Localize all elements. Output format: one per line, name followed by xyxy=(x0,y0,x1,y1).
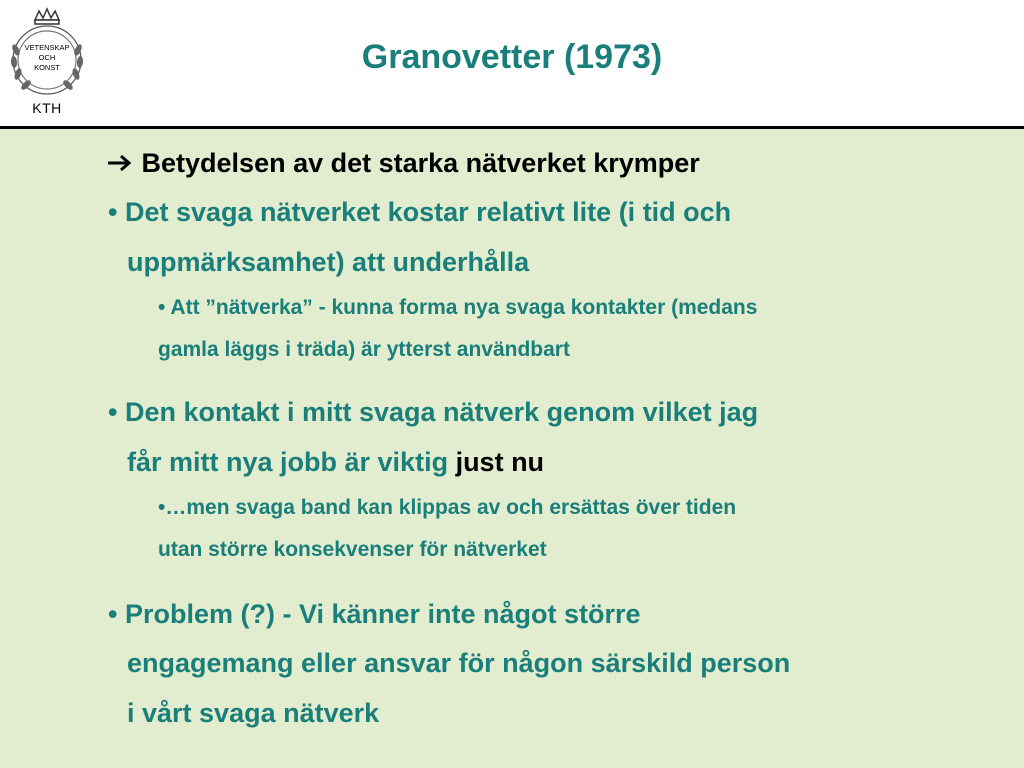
bullet-point-1-line-2: uppmärksamhet) att underhålla xyxy=(127,247,530,277)
sub-bullet-2-line-1 xyxy=(158,496,736,520)
bullet-icon: • xyxy=(108,599,118,629)
bullet-point-3-line-3: i vårt svaga nätverk xyxy=(127,698,380,728)
bullet-point-1-line-1 xyxy=(108,197,731,228)
right-arrow-icon xyxy=(106,148,142,178)
bullet-point-3-line-1 xyxy=(108,599,641,630)
bullet-point-1-text-1: Det svaga nätverket kostar relativt lite (i tid och xyxy=(124,197,732,227)
bullet-point-2-line-2 xyxy=(127,447,544,478)
slide-title: Granovetter (1973) xyxy=(361,38,663,76)
logo-wordmark: KTH xyxy=(32,100,62,116)
bullet-icon: • xyxy=(108,197,118,227)
emphasis-just-nu: just nu xyxy=(455,447,545,477)
sub-bullet-1-line-1 xyxy=(158,296,757,320)
sub-bullet-1-text-1: Att ”nätverka” - kunna forma nya svaga kontakter (medans xyxy=(170,296,758,319)
bullet-point-2-text-1: Den kontakt i mitt svaga nätverk genom vilket jag xyxy=(124,397,759,427)
bullet-point-3-text-1: Problem (?) - Vi känner inte något större xyxy=(124,599,641,629)
logo-text-line-2: OCH xyxy=(38,53,56,62)
sub-bullet-icon: • xyxy=(158,496,166,519)
logo-text-line-1: VETENSKAP xyxy=(24,43,70,52)
bullet-point-2-text-2: får mitt nya jobb är viktig xyxy=(127,447,456,477)
bullet-point-3-line-2: engagemang eller ansvar för någon särskild person xyxy=(127,648,791,678)
arrow-heading-text: Betydelsen av det starka nätverket krymper xyxy=(141,148,700,178)
arrow-heading xyxy=(106,148,700,179)
logo-text-line-3: KONST xyxy=(34,63,60,72)
slide-header xyxy=(0,0,1024,126)
bullet-icon: • xyxy=(108,397,118,427)
bullet-point-2-line-1 xyxy=(108,397,758,428)
sub-bullet-2-text-1: …men svaga band kan klippas av och ersättas över tiden xyxy=(165,496,737,519)
sub-bullet-2-line-2: utan större konsekvenser för nätverket xyxy=(158,538,547,561)
sub-bullet-1-line-2: gamla läggs i träda) är ytterst användbart xyxy=(158,338,570,361)
slide-body xyxy=(0,129,1024,768)
sub-bullet-icon: • xyxy=(158,296,166,319)
